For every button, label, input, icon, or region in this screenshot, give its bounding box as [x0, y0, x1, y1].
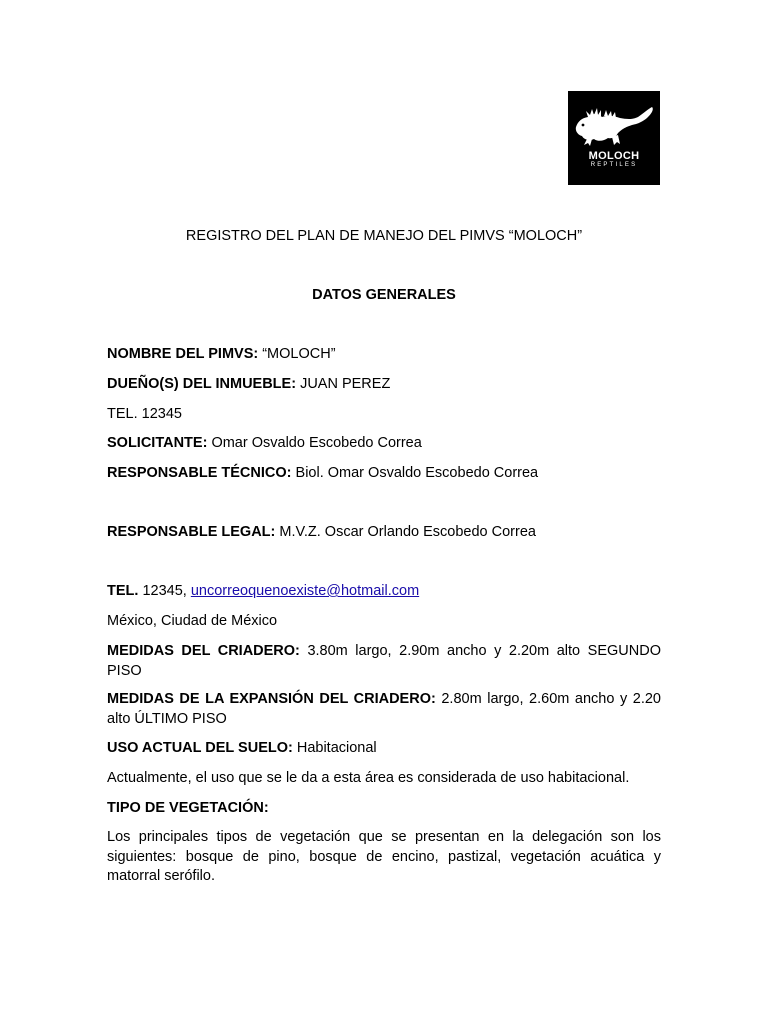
nombre-label: NOMBRE DEL PIMVS:	[107, 346, 259, 362]
expansion-label: MEDIDAS DE LA EXPANSIÓN DEL CRIADERO:	[107, 691, 436, 707]
medidas-value: 3.80m largo, 2.90m ancho y 2.20m alto SEGUNDO PISO	[107, 643, 661, 679]
tecnico-label: RESPONSABLE TÉCNICO:	[107, 465, 292, 481]
lizard-icon	[568, 91, 660, 151]
tel-value: 12345,	[138, 583, 191, 599]
field-medidas	[107, 642, 661, 681]
vegetacion-heading: TIPO DE VEGETACIÓN:	[107, 800, 269, 816]
field-uso-suelo	[107, 739, 661, 758]
logo-brand: MOLOCH	[588, 150, 640, 162]
tecnico-value: Biol. Omar Osvaldo Escobedo Correa	[291, 465, 539, 481]
uso-value: Habitacional	[292, 740, 377, 756]
legal-label: RESPONSABLE LEGAL:	[107, 524, 276, 540]
expansion-value: 2.80m largo, 2.60m ancho y 2.20 alto ÚLTIMO PISO	[107, 691, 661, 727]
logo	[568, 91, 660, 185]
field-contacto	[107, 582, 661, 601]
email-link[interactable]: uncorreoquenoexiste@hotmail.com	[190, 583, 420, 599]
field-ubicacion: México, Ciudad de México	[107, 613, 278, 629]
document-title: REGISTRO DEL PLAN DE MANEJO DEL PIMVS “MOLOCH”	[185, 228, 583, 244]
dueno-value: JUAN PEREZ	[296, 376, 391, 392]
vegetacion-description: Los principales tipos de vegetación que se presentan en la delegación son los siguientes: bosque de pino, bosque de encino, pastizal, vegetación acuática y matorral serófilo.	[107, 829, 661, 884]
field-responsable-tecnico	[107, 464, 661, 483]
tel-label: TEL.	[107, 583, 139, 599]
legal-value: M.V.Z. Oscar Orlando Escobedo Correa	[275, 524, 536, 540]
uso-description: Actualmente, el uso que se le da a esta área es considerada de uso habitacional.	[107, 770, 630, 786]
field-dueno	[107, 375, 661, 394]
medidas-label: MEDIDAS DEL CRIADERO:	[107, 643, 300, 659]
field-tel: TEL. 12345	[107, 406, 182, 422]
field-expansion	[107, 690, 661, 729]
dueno-label: DUEÑO(S) DEL INMUEBLE:	[107, 376, 297, 392]
field-responsable-legal	[107, 523, 661, 542]
field-solicitante	[107, 434, 661, 453]
nombre-value: “MOLOCH”	[258, 346, 336, 362]
solicitante-value: Omar Osvaldo Escobedo Correa	[207, 435, 422, 451]
field-nombre	[107, 345, 661, 364]
solicitante-label: SOLICITANTE:	[107, 435, 208, 451]
logo-subtitle: REPTILES	[590, 162, 638, 168]
uso-label: USO ACTUAL DEL SUELO:	[107, 740, 293, 756]
section-heading: DATOS GENERALES	[312, 287, 456, 303]
